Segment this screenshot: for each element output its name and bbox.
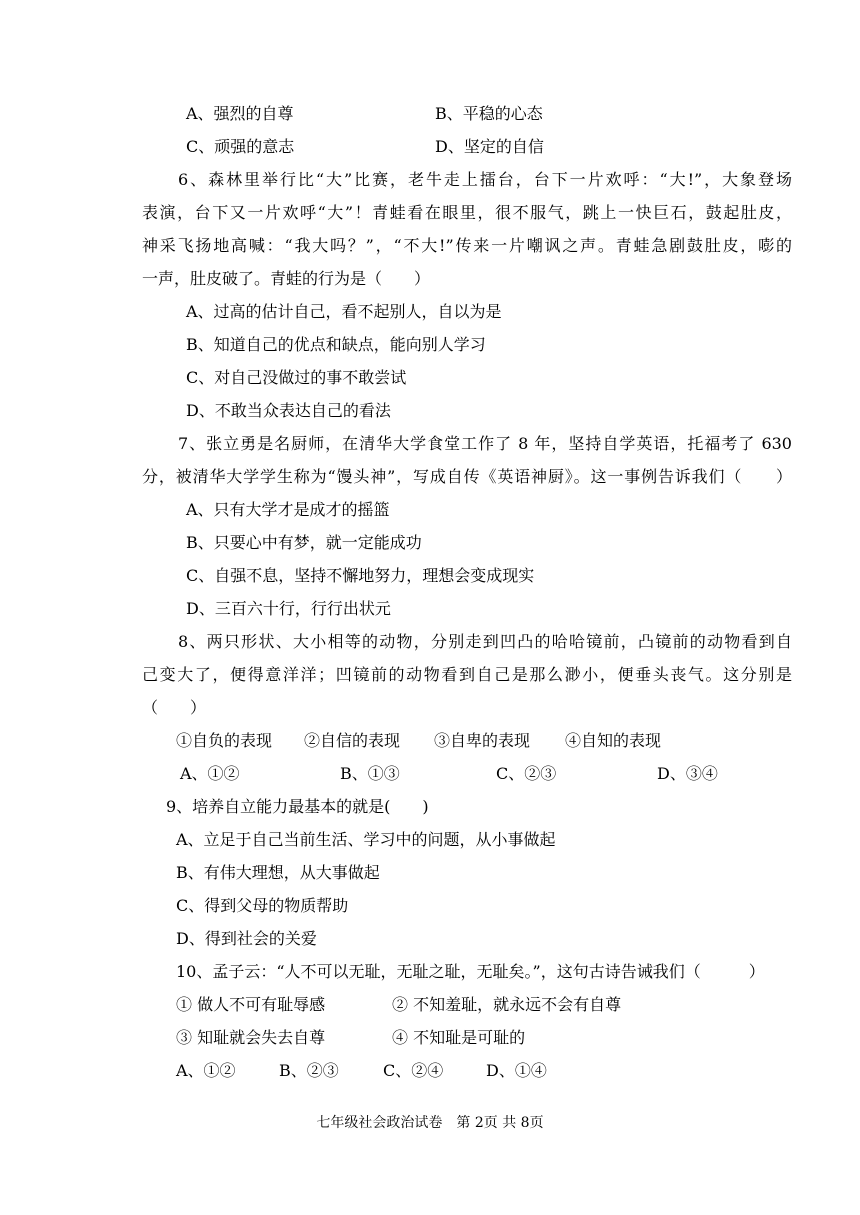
- q5-option-d: D、坚定的自信: [435, 137, 544, 156]
- q8-option-c: C、②③: [496, 764, 557, 783]
- q10-item-2: ② 不知羞耻，就永远不会有自尊: [392, 995, 622, 1014]
- q10-item-4: ④ 不知耻是可耻的: [392, 1028, 526, 1047]
- q8-stem-line-2: 己变大了，便得意洋洋；凹镜前的动物看到自己是那么渺小，便垂头丧气。这分别是: [142, 665, 792, 684]
- q10-option-b: B、②③: [279, 1061, 339, 1080]
- q7-stem-line-1: 7、张立勇是名厨师，在清华大学食堂工作了 8 年，坚持自学英语，托福考了 630: [178, 434, 792, 453]
- q9-option-c: C、得到父母的物质帮助: [176, 896, 349, 915]
- q6-stem-line-2: 表演，台下又一片欢呼“大”！青蛙看在眼里，很不服气，跳上一快巨石，鼓起肚皮，: [142, 203, 792, 222]
- q8-stem-line-1: 8、两只形状、大小相等的动物，分别走到凹凸的哈哈镜前，凸镜前的动物看到自: [178, 632, 792, 651]
- q7-option-a: A、只有大学才是成才的摇篮: [186, 500, 390, 519]
- q7-option-b: B、只要心中有梦，就一定能成功: [186, 533, 422, 552]
- q9-stem: 9、培养自立能力最基本的就是( ): [166, 797, 429, 816]
- q6-option-b: B、知道自己的优点和缺点，能向别人学习: [186, 335, 486, 354]
- q5-option-a: A、强烈的自尊: [186, 104, 294, 123]
- q8-item-4: ④自知的表现: [565, 731, 662, 750]
- q7-option-d: D、三百六十行，行行出状元: [186, 599, 391, 618]
- q6-option-a: A、过高的估计自己，看不起别人，自以为是: [186, 302, 502, 321]
- q7-option-c: C、自强不息，坚持不懈地努力，理想会变成现实: [186, 566, 535, 585]
- q5-option-c: C、顽强的意志: [186, 137, 295, 156]
- q10-item-3: ③ 知耻就会失去自尊: [176, 1028, 326, 1047]
- q6-option-d: D、不敢当众表达自己的看法: [186, 401, 391, 420]
- q8-stem-line-3: （ ）: [142, 698, 207, 717]
- q5-option-b: B、平稳的心态: [435, 104, 543, 123]
- q9-option-d: D、得到社会的关爱: [176, 929, 317, 948]
- q10-option-a: A、①②: [176, 1061, 236, 1080]
- q9-option-a: A、立足于自己当前生活、学习中的问题，从小事做起: [176, 830, 556, 849]
- q7-stem-line-2: 分，被清华大学学生称为“馒头神”，写成自传《英语神厨》。这一事例告诉我们（ ）: [142, 467, 792, 486]
- q8-option-d: D、③④: [657, 764, 718, 783]
- q10-option-c: C、②④: [383, 1061, 444, 1080]
- q10-item-1: ① 做人不可有耻辱感: [176, 995, 326, 1014]
- q8-item-3: ③自卑的表现: [434, 731, 531, 750]
- page-footer: 七年级社会政治试卷 第 2页 共 8页: [316, 1115, 544, 1131]
- q8-option-b: B、①③: [340, 764, 400, 783]
- q8-item-2: ②自信的表现: [304, 731, 401, 750]
- q6-stem-line-4: 一声，肚皮破了。青蛙的行为是（ ）: [142, 269, 431, 288]
- q6-option-c: C、对自己没做过的事不敢尝试: [186, 368, 407, 387]
- q8-option-a: A、①②: [180, 764, 240, 783]
- q6-stem-line-3: 神采飞扬地高喊：“我大吗？”，“不大!”传来一片嘲讽之声。青蛙急剧鼓肚皮，嘭的: [142, 236, 792, 255]
- q8-item-1: ①自负的表现: [176, 731, 273, 750]
- q10-option-d: D、①④: [486, 1061, 547, 1080]
- q9-option-b: B、有伟大理想，从大事做起: [176, 863, 380, 882]
- q6-stem-line-1: 6、森林里举行比“大”比赛，老牛走上擂台，台下一片欢呼：“大!”，大象登场: [178, 170, 792, 189]
- q10-stem: 10、孟子云：“人不可以无耻，无耻之耻，无耻矣。”，这句古诗告诫我们（ ）: [176, 962, 765, 981]
